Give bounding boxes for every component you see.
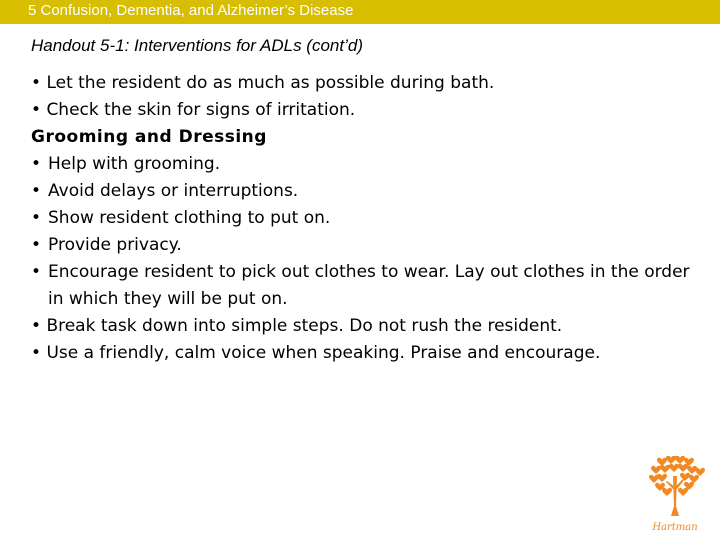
- bullet: •: [31, 181, 42, 201]
- list-item-text: Avoid delays or interruptions.: [48, 181, 299, 201]
- list-item: [31, 232, 711, 259]
- bullet: •: [31, 208, 42, 228]
- list-item-text: Show resident clothing to put on.: [48, 208, 331, 228]
- list-item: [31, 151, 711, 178]
- list-item: [31, 313, 711, 340]
- list-item: [31, 205, 711, 232]
- list-item: [31, 97, 711, 124]
- handout-title: Handout 5-1: Interventions for ADLs (cont’d): [31, 36, 363, 55]
- list-item-text: Break task down into simple steps. Do not rush the resident.: [46, 316, 563, 336]
- list-item-text: Provide privacy.: [48, 235, 182, 255]
- bullet: •: [31, 262, 42, 282]
- list-item: [31, 340, 711, 367]
- list-item-text: Use a friendly, calm voice when speaking. Praise and encourage.: [46, 343, 601, 363]
- list-item-text: Let the resident do as much as possible during bath.: [46, 73, 495, 93]
- tree-of-hearts-icon: [640, 456, 710, 534]
- logo-text: Hartman: [652, 522, 698, 533]
- tree-trunk: [666, 476, 685, 516]
- bullet: •: [31, 316, 42, 336]
- list-item: [31, 178, 711, 205]
- list-item: [31, 259, 711, 313]
- list-item-text: Help with grooming.: [48, 154, 221, 174]
- bullet: •: [31, 235, 42, 255]
- hartman-logo: [640, 456, 710, 534]
- list-item-text: Check the skin for signs of irritation.: [46, 100, 356, 120]
- list-item-text: Encourage resident to pick out clothes to wear. Lay out clothes in the order in which they will be put on.: [48, 262, 690, 309]
- bullet: •: [31, 100, 42, 120]
- header-bar: [0, 0, 720, 24]
- chapter-title: 5 Confusion, Dementia, and Alzheimer’s Disease: [28, 2, 354, 19]
- list-item: [31, 70, 711, 97]
- bullet: •: [31, 73, 42, 93]
- handout-content: [31, 70, 711, 367]
- bullet: •: [31, 154, 42, 174]
- bullet: •: [31, 343, 42, 363]
- section-heading: Grooming and Dressing: [31, 127, 267, 147]
